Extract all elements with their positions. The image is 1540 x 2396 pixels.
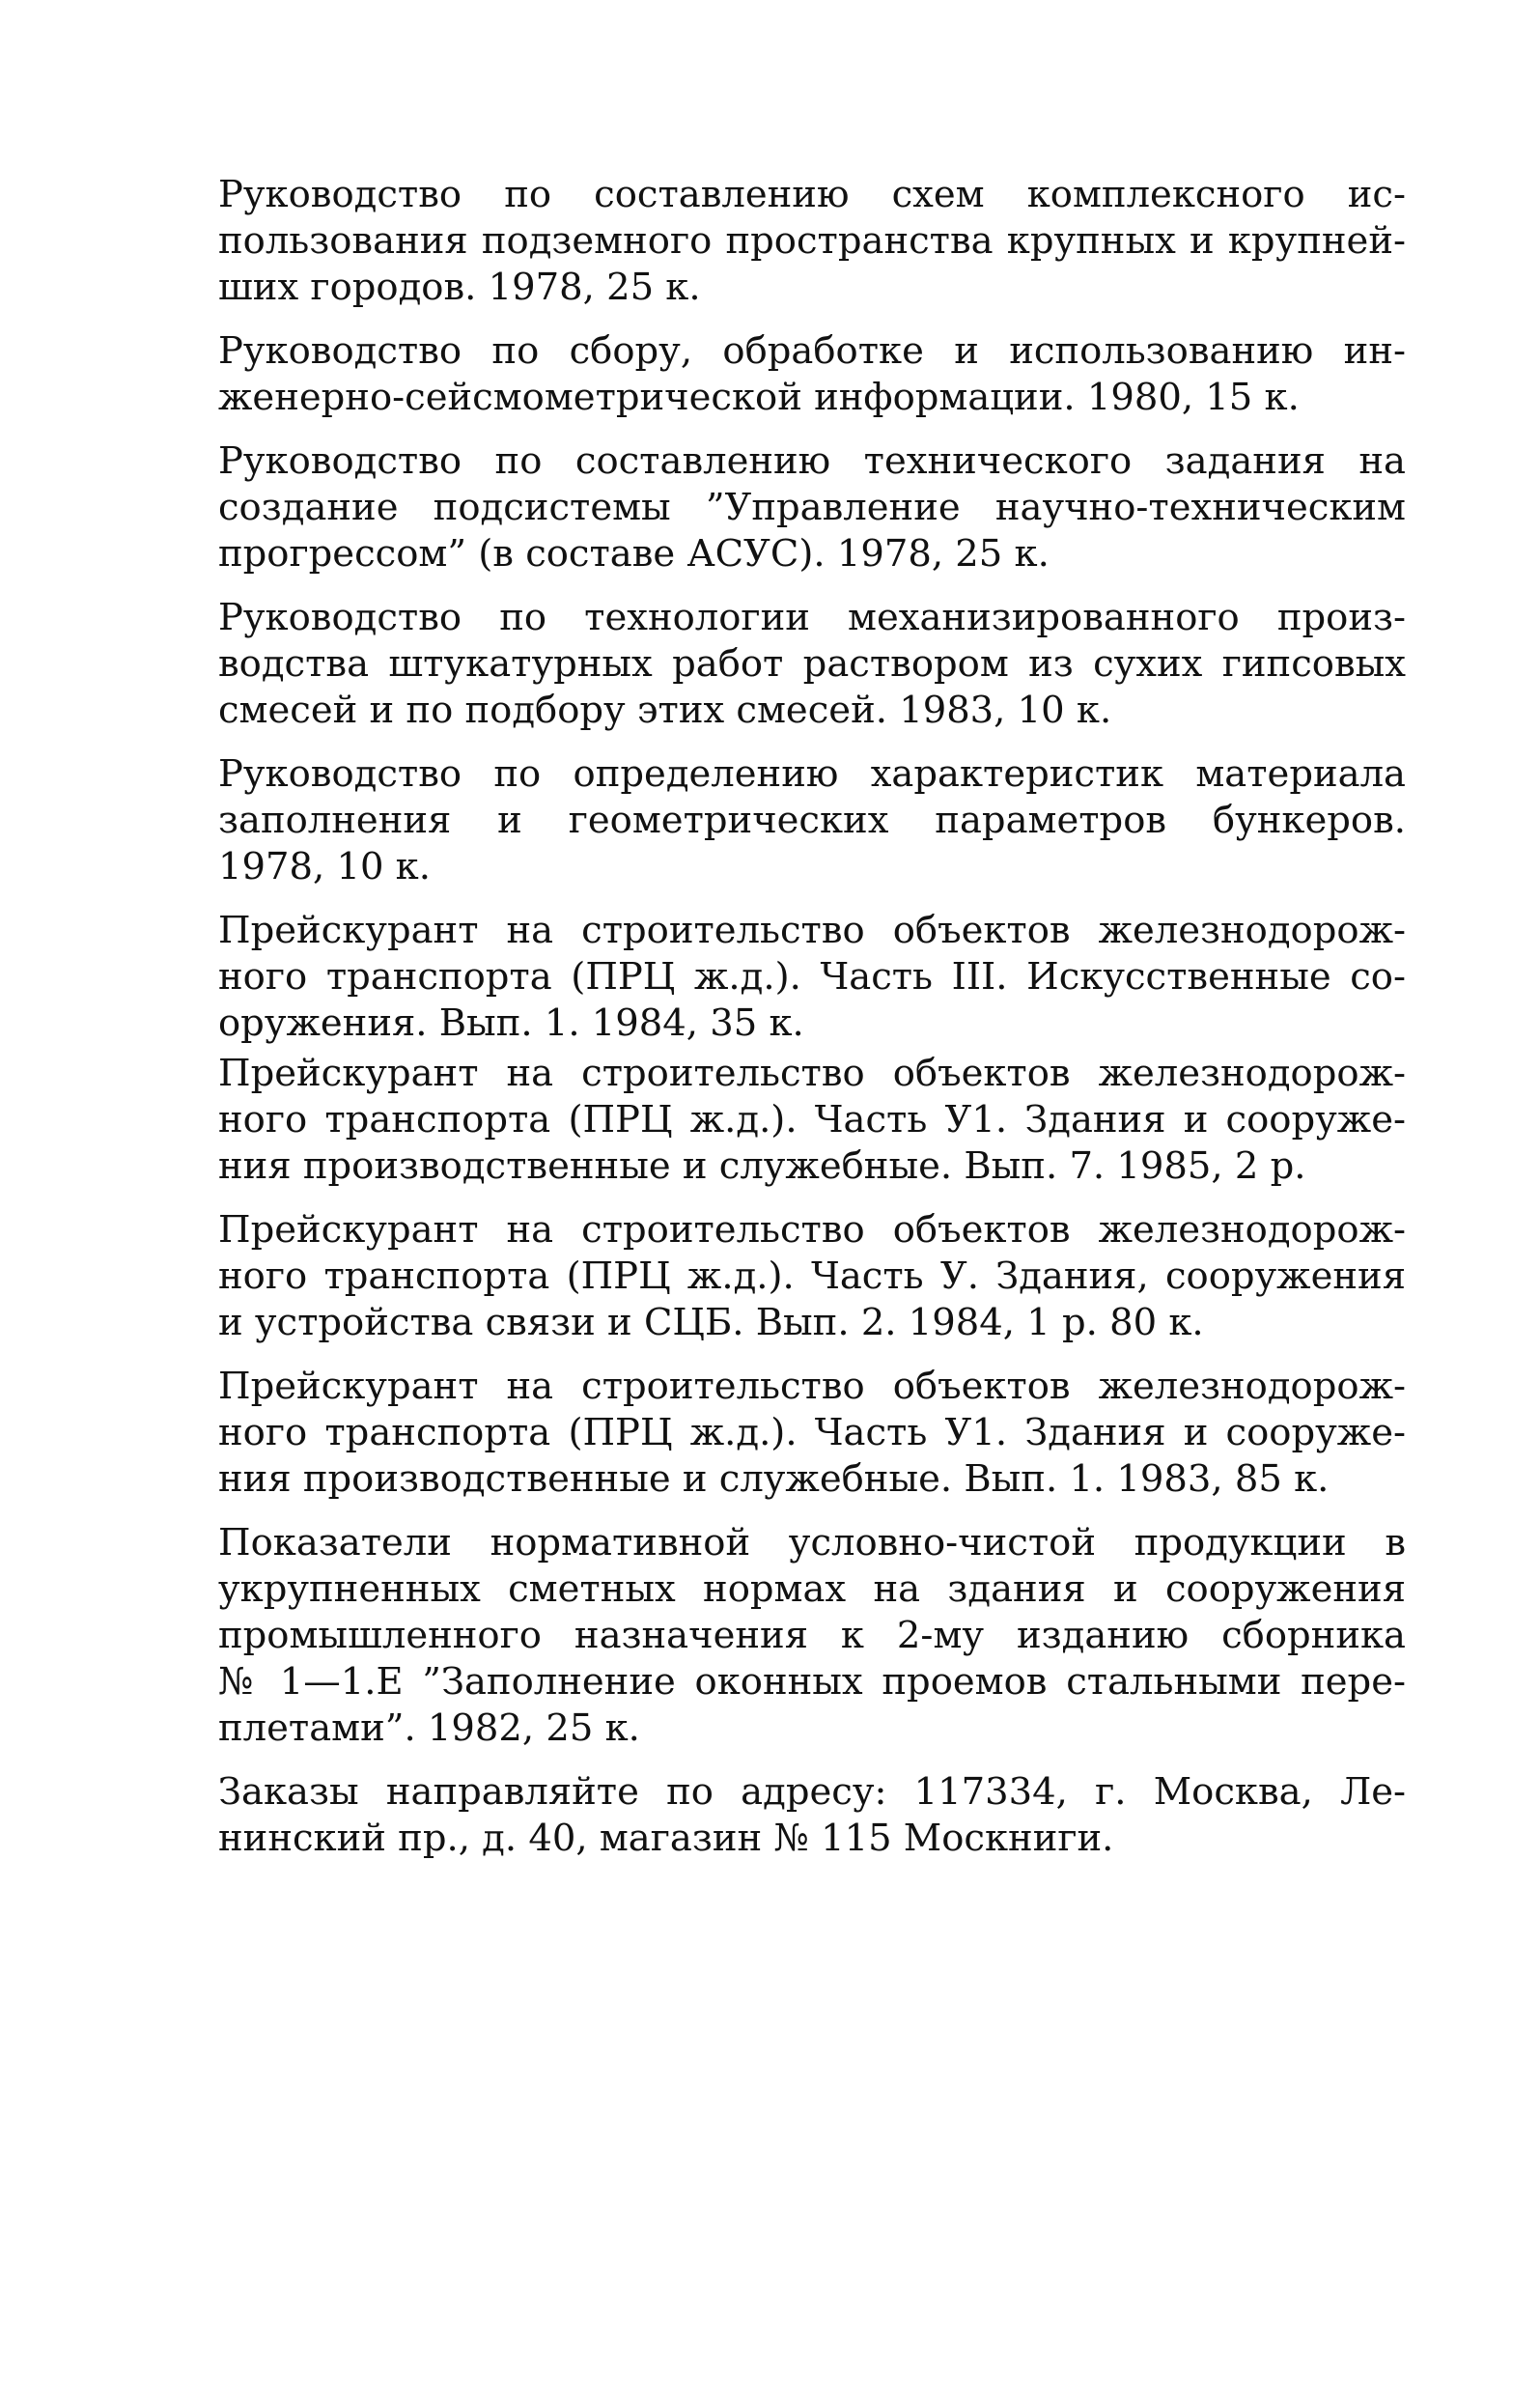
entry-line: Руководство по составлению схем комплексного ис- — [218, 173, 1406, 216]
list-item — [218, 1364, 1406, 1503]
entry-line: Руководство по сбору, обработке и использованию ин- — [218, 329, 1406, 373]
entry-line: 1978, 10 к. — [218, 845, 431, 888]
entry-line: Показатели нормативной условно-чистой продукции в — [218, 1521, 1406, 1564]
entry-line: плетами”. 1982, 25 к. — [218, 1706, 640, 1750]
entry-line: ного транспорта (ПРЦ ж.д.). Часть У1. Здания и сооруже- — [218, 1411, 1406, 1454]
entry-line: Руководство по определению характеристик материала — [218, 752, 1406, 796]
list-item — [218, 328, 1406, 421]
entry-line: Прейскурант на строительство объектов железнодорож- — [218, 909, 1406, 952]
entry-line: ших городов. 1978, 25 к. — [218, 266, 701, 309]
entry-line: промышленного назначения к 2-му изданию сборника — [218, 1614, 1406, 1657]
entry-line: и устройства связи и СЦБ. Вып. 2. 1984, 1 р. 80 к. — [218, 1301, 1204, 1344]
entry-line: ния производственные и служебные. Вып. 1. 1983, 85 к. — [218, 1457, 1330, 1501]
list-item — [218, 751, 1406, 890]
entry-line: № 1—1.Е ”Заполнение оконных проемов стальными пере- — [218, 1660, 1406, 1704]
list-item — [218, 595, 1406, 734]
list-item — [218, 1207, 1406, 1346]
list-item — [218, 172, 1406, 311]
entry-line: ного транспорта (ПРЦ ж.д.). Часть III. Искусственные со- — [218, 955, 1406, 999]
entry-line: заполнения и геометрических параметров бункеров. — [218, 799, 1406, 842]
entry-line: укрупненных сметных нормах на здания и сооружения — [218, 1567, 1406, 1611]
entry-line: Руководство по составлению технического задания на — [218, 439, 1406, 483]
entry-line: создание подсистемы ”Управление научно-техническим — [218, 486, 1406, 529]
entry-line: нинский пр., д. 40, магазин № 115 Москниги. — [218, 1817, 1114, 1860]
entry-line: Прейскурант на строительство объектов железнодорож- — [218, 1365, 1406, 1408]
list-item — [218, 908, 1406, 1047]
list-item — [218, 1051, 1406, 1190]
entry-line: смесей и по подбору этих смесей. 1983, 10 к. — [218, 689, 1112, 732]
entry-line: Руководство по технологии механизированного произ- — [218, 596, 1406, 639]
entry-line: оружения. Вып. 1. 1984, 35 к. — [218, 1001, 804, 1045]
entry-line: ния производственные и служебные. Вып. 7. 1985, 2 р. — [218, 1144, 1306, 1188]
publication-list — [218, 172, 1406, 1862]
entry-line: ного транспорта (ПРЦ ж.д.). Часть У1. Здания и сооруже- — [218, 1098, 1406, 1142]
entry-line: женерно-сейсмометрической информации. 1980, 15 к. — [218, 376, 1300, 419]
list-item — [218, 1520, 1406, 1752]
list-item — [218, 1769, 1406, 1862]
entry-line: пользования подземного пространства крупных и крупней- — [218, 219, 1406, 263]
entry-line: водства штукатурных работ раствором из сухих гипсовых — [218, 642, 1406, 686]
entry-line: Заказы направляйте по адресу: 117334, г. Москва, Ле- — [218, 1770, 1406, 1814]
list-item — [218, 438, 1406, 578]
entry-line: прогрессом” (в составе АСУС). 1978, 25 к. — [218, 532, 1050, 576]
entry-line: ного транспорта (ПРЦ ж.д.). Часть У. Здания, сооружения — [218, 1254, 1406, 1298]
entry-line: Прейскурант на строительство объектов железнодорож- — [218, 1208, 1406, 1252]
entry-line: Прейскурант на строительство объектов железнодорож- — [218, 1052, 1406, 1095]
